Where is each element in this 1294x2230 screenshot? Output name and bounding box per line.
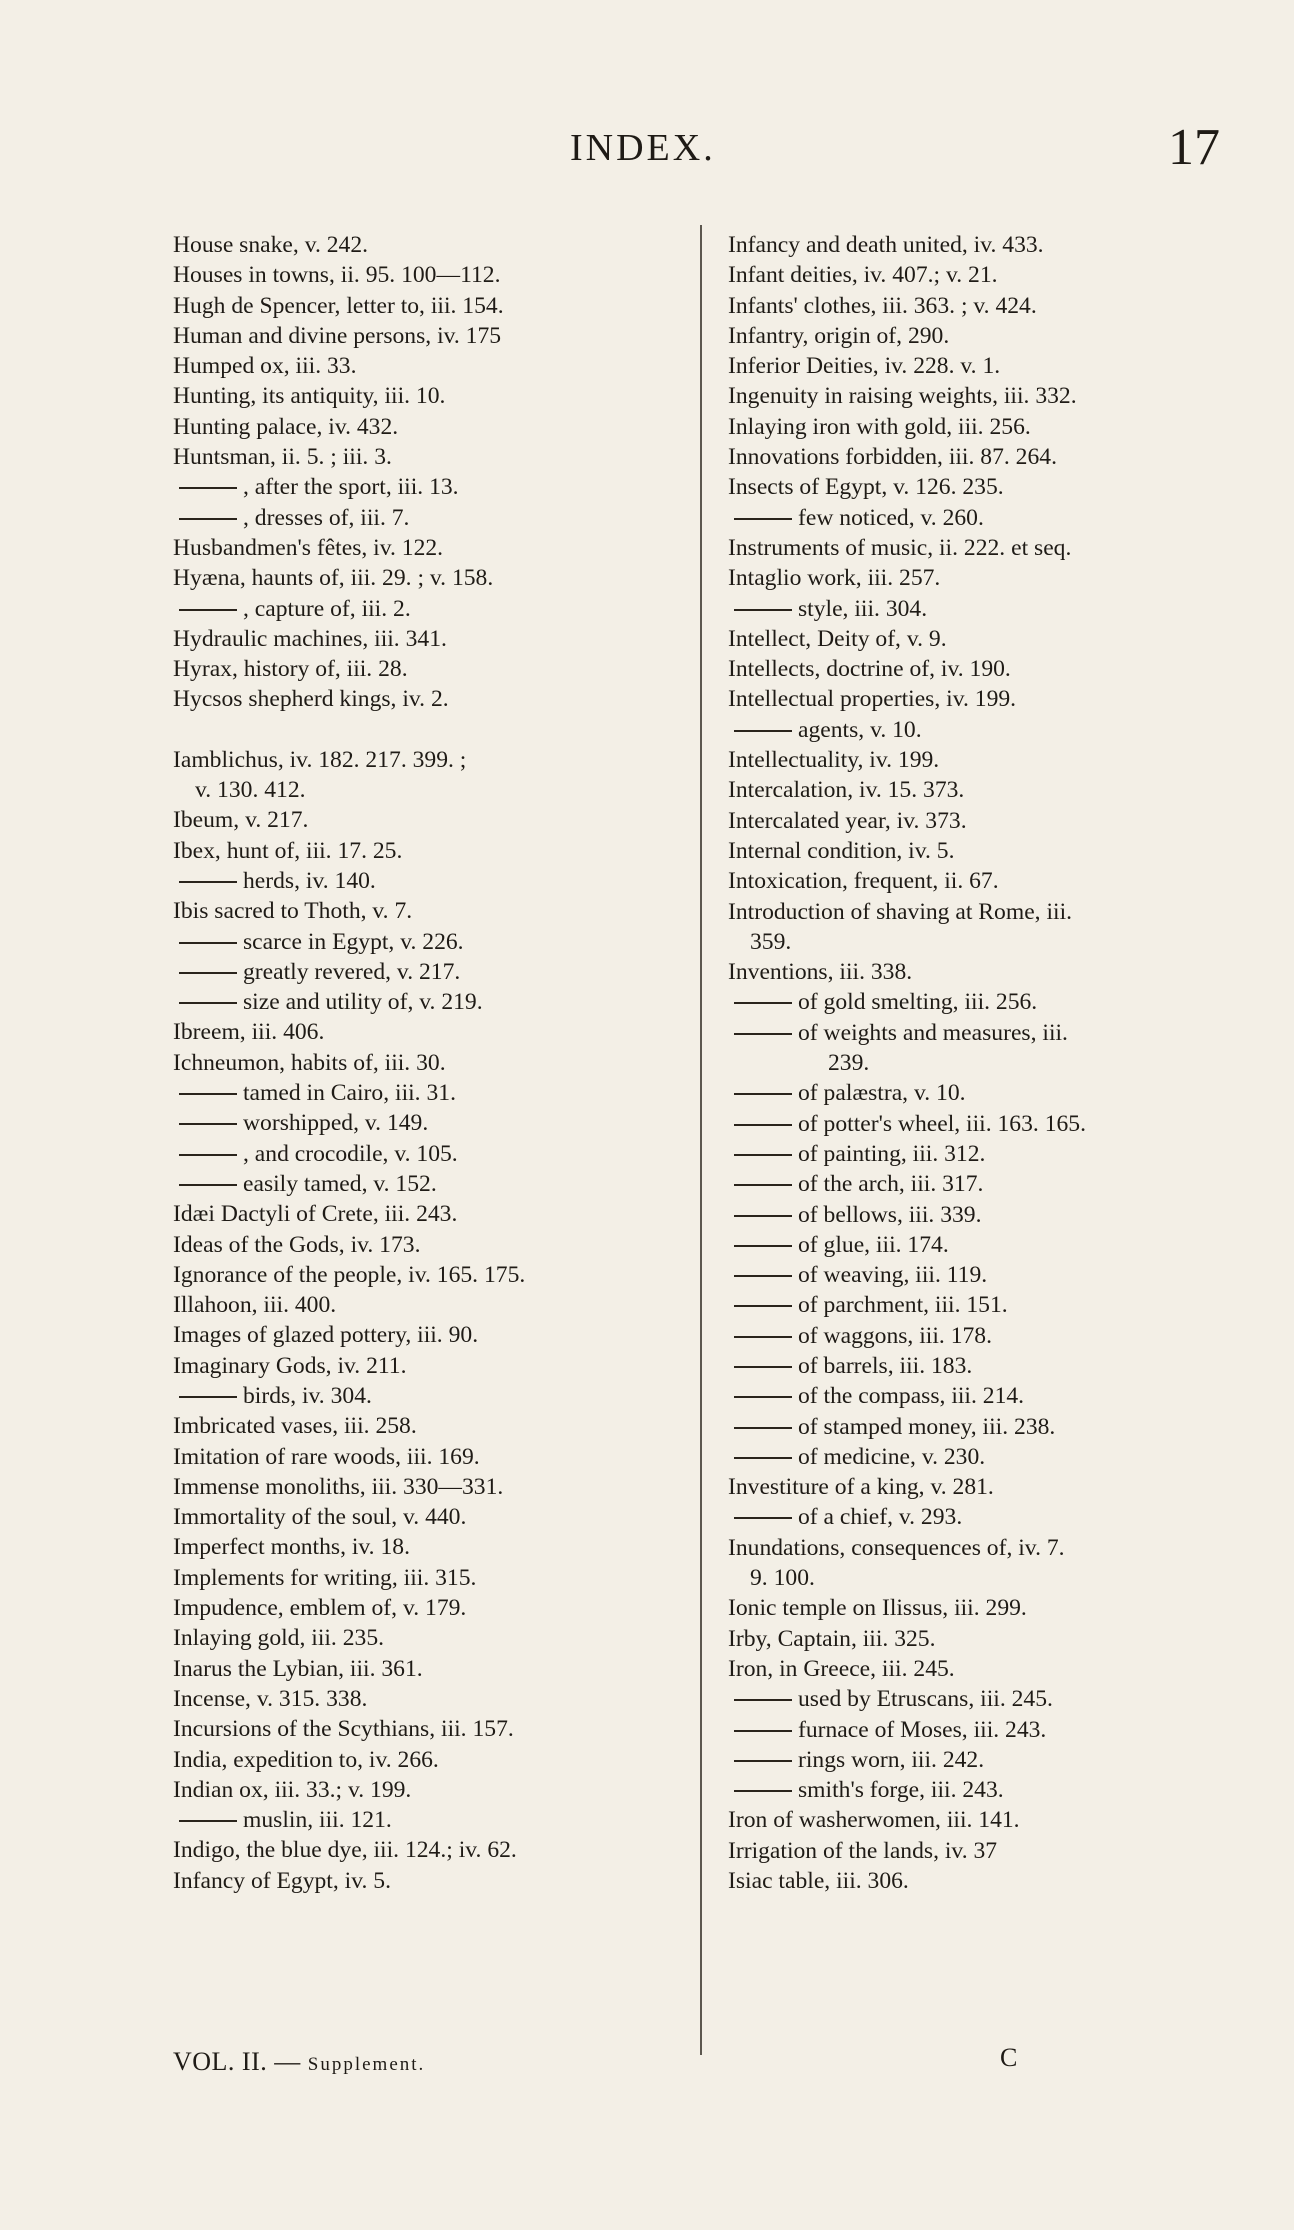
index-subentry: easily tamed, v. 152.: [173, 1169, 703, 1199]
index-subentry: of barrels, iii. 183.: [728, 1351, 1248, 1381]
index-entry: Infantry, origin of, 290.: [728, 322, 950, 349]
index-entry: Inventions, iii. 338.: [728, 959, 913, 986]
index-entry: 239.: [828, 1050, 870, 1077]
index-entry: Iamblichus, iv. 182. 217. 399. ;: [173, 746, 467, 773]
index-entry: Impudence, emblem of, v. 179.: [173, 1595, 467, 1622]
index-subentry: scarce in Egypt, v. 226.: [173, 927, 703, 957]
index-subentry: rings worn, iii. 242.: [728, 1745, 1248, 1775]
index-entry: Ichneumon, habits of, iii. 30.: [173, 1049, 446, 1076]
index-entry: Infants' clothes, iii. 363. ; v. 424.: [728, 292, 1037, 319]
index-subentry: of weights and measures, iii.: [728, 1018, 1248, 1048]
index-entry: Hunting palace, iv. 432.: [173, 413, 399, 440]
index-entry: Illahoon, iii. 400.: [173, 1292, 337, 1319]
index-subentry: of weaving, iii. 119.: [728, 1260, 1248, 1290]
index-subentry: size and utility of, v. 219.: [173, 987, 703, 1017]
index-entry: Inferior Deities, iv. 228. v. 1.: [728, 353, 1001, 380]
index-entry: Hyrax, history of, iii. 28.: [173, 656, 408, 683]
index-entry: Implements for writing, iii. 315.: [173, 1564, 477, 1591]
index-subentry: agents, v. 10.: [728, 715, 1248, 745]
index-subentry: used by Etruscans, iii. 245.: [728, 1684, 1248, 1714]
index-entry: Humped ox, iii. 33.: [173, 353, 357, 380]
index-entry: 359.: [750, 928, 792, 955]
index-entry: Immortality of the soul, v. 440.: [173, 1504, 467, 1531]
index-entry: Ionic temple on Ilissus, iii. 299.: [728, 1595, 1027, 1622]
index-entry: Imaginary Gods, iv. 211.: [173, 1352, 407, 1379]
index-subentry: greatly revered, v. 217.: [173, 957, 703, 987]
index-subentry: of stamped money, iii. 238.: [728, 1412, 1248, 1442]
index-entry: Imbricated vases, iii. 258.: [173, 1413, 417, 1440]
index-entry: Indian ox, iii. 33.; v. 199.: [173, 1776, 412, 1803]
index-entry: Intercalation, iv. 15. 373.: [728, 777, 965, 804]
index-entry: Hyæna, haunts of, iii. 29. ; v. 158.: [173, 565, 494, 592]
index-subentry: worshipped, v. 149.: [173, 1108, 703, 1138]
index-entry: Ignorance of the people, iv. 165. 175.: [173, 1261, 526, 1288]
index-subentry: of waggons, iii. 178.: [728, 1321, 1248, 1351]
index-entry: Iron, in Greece, iii. 245.: [728, 1655, 955, 1682]
index-entry: Imperfect months, iv. 18.: [173, 1534, 410, 1561]
page-header: [0, 118, 1294, 188]
index-subentry: of the arch, iii. 317.: [728, 1169, 1248, 1199]
index-subentry: of gold smelting, iii. 256.: [728, 987, 1248, 1017]
index-subentry: of the compass, iii. 214.: [728, 1381, 1248, 1411]
index-entry: Inlaying gold, iii. 235.: [173, 1625, 385, 1652]
page-number: 17: [1168, 119, 1220, 176]
index-entry: Ibis sacred to Thoth, v. 7.: [173, 898, 413, 925]
index-entry: House snake, v. 242.: [173, 232, 369, 258]
index-subentry: few noticed, v. 260.: [728, 503, 1248, 533]
index-entry: Hycsos shepherd kings, iv. 2.: [173, 686, 449, 713]
index-entry: Ideas of the Gods, iv. 173.: [173, 1231, 421, 1258]
index-entry: Intoxication, frequent, ii. 67.: [728, 868, 999, 895]
index-entry: Intellectuality, iv. 199.: [728, 747, 940, 774]
index-entry: Inlaying iron with gold, iii. 256.: [728, 413, 1031, 440]
index-entry: 9. 100.: [750, 1565, 815, 1592]
index-entry: Houses in towns, ii. 95. 100—112.: [173, 262, 501, 289]
index-subentry: style, iii. 304.: [728, 594, 1248, 624]
index-entry: Ibreem, iii. 406.: [173, 1019, 325, 1046]
index-entry: Investiture of a king, v. 281.: [728, 1474, 994, 1501]
index-subentry: of medicine, v. 230.: [728, 1442, 1248, 1472]
index-subentry: , capture of, iii. 2.: [173, 594, 703, 624]
index-subentry: of potter's wheel, iii. 163. 165.: [728, 1109, 1248, 1139]
index-entry: Internal condition, iv. 5.: [728, 837, 955, 864]
index-entry: Instruments of music, ii. 222. et seq.: [728, 534, 1072, 561]
index-entry: Hydraulic machines, iii. 341.: [173, 625, 447, 652]
index-subentry: muslin, iii. 121.: [173, 1805, 703, 1835]
index-entry: Intercalated year, iv. 373.: [728, 807, 967, 834]
index-entry: Huntsman, ii. 5. ; iii. 3.: [173, 444, 392, 471]
index-subentry: , and crocodile, v. 105.: [173, 1139, 703, 1169]
index-entry: Introduction of shaving at Rome, iii.: [728, 898, 1073, 925]
index-entry: Husbandmen's fêtes, iv. 122.: [173, 534, 444, 561]
footer-volume: [173, 2047, 425, 2077]
index-entry: Isiac table, iii. 306.: [728, 1868, 909, 1895]
index-entry: Irby, Captain, iii. 325.: [728, 1625, 936, 1652]
index-entry: Human and divine persons, iv. 175: [173, 322, 502, 349]
index-entry: Innovations forbidden, iii. 87. 264.: [728, 444, 1057, 471]
index-entry: v. 130. 412.: [195, 777, 306, 804]
signature-mark: C: [1000, 2043, 1018, 2072]
index-entry: Indigo, the blue dye, iii. 124.; iv. 62.: [173, 1837, 517, 1864]
index-entry: Inundations, consequences of, iv. 7.: [728, 1534, 1065, 1561]
index-entry: Iron of washerwomen, iii. 141.: [728, 1807, 1020, 1834]
index-entry: Ingenuity in raising weights, iii. 332.: [728, 383, 1077, 410]
index-subentry: of palæstra, v. 10.: [728, 1078, 1248, 1108]
index-subentry: birds, iv. 304.: [173, 1381, 703, 1411]
index-entry: Infancy and death united, iv. 433.: [728, 232, 1044, 258]
index-entry: Hugh de Spencer, letter to, iii. 154.: [173, 292, 504, 319]
index-entry: Incursions of the Scythians, iii. 157.: [173, 1716, 514, 1743]
index-entry: India, expedition to, iv. 266.: [173, 1746, 439, 1773]
index-subentry: tamed in Cairo, iii. 31.: [173, 1078, 703, 1108]
index-entry: Imitation of rare woods, iii. 169.: [173, 1443, 480, 1470]
column-divider: [700, 225, 702, 2055]
supplement-label: Supplement.: [307, 2054, 426, 2075]
index-entry: Intellect, Deity of, v. 9.: [728, 625, 947, 652]
index-subentry: of bellows, iii. 339.: [728, 1200, 1248, 1230]
index-entry: Intellects, doctrine of, iv. 190.: [728, 656, 1011, 683]
index-subentry: , after the sport, iii. 13.: [173, 472, 703, 502]
index-entry: Infant deities, iv. 407.; v. 21.: [728, 262, 998, 289]
index-entry: Irrigation of the lands, iv. 37: [728, 1837, 998, 1864]
volume-label: VOL. II. —: [173, 2047, 301, 2076]
index-entry: Intaglio work, iii. 257.: [728, 565, 941, 592]
index-subentry: of glue, iii. 174.: [728, 1230, 1248, 1260]
index-entry: Images of glazed pottery, iii. 90.: [173, 1322, 479, 1349]
index-subentry: furnace of Moses, iii. 243.: [728, 1715, 1248, 1745]
index-subentry: of parchment, iii. 151.: [728, 1290, 1248, 1320]
index-entry: Incense, v. 315. 338.: [173, 1685, 368, 1712]
index-entry: Insects of Egypt, v. 126. 235.: [728, 474, 1004, 501]
index-entry: Infancy of Egypt, iv. 5.: [173, 1867, 391, 1894]
index-entry: Immense monoliths, iii. 330—331.: [173, 1473, 504, 1500]
index-subentry: smith's forge, iii. 243.: [728, 1775, 1248, 1805]
right-column: [728, 230, 1248, 1896]
index-entry: Intellectual properties, iv. 199.: [728, 686, 1017, 713]
section-gap: [173, 715, 703, 745]
index-entry: Ibeum, v. 217.: [173, 807, 309, 834]
index-subentry: of painting, iii. 312.: [728, 1139, 1248, 1169]
index-subentry: , dresses of, iii. 7.: [173, 503, 703, 533]
index-subentry: of a chief, v. 293.: [728, 1502, 1248, 1532]
page-title: INDEX.: [570, 127, 716, 169]
index-entry: Idæi Dactyli of Crete, iii. 243.: [173, 1201, 458, 1228]
index-subentry: herds, iv. 140.: [173, 866, 703, 896]
index-entry: Inarus the Lybian, iii. 361.: [173, 1655, 423, 1682]
left-column: [173, 230, 703, 1896]
index-entry: Ibex, hunt of, iii. 17. 25.: [173, 837, 403, 864]
index-entry: Hunting, its antiquity, iii. 10.: [173, 383, 446, 410]
